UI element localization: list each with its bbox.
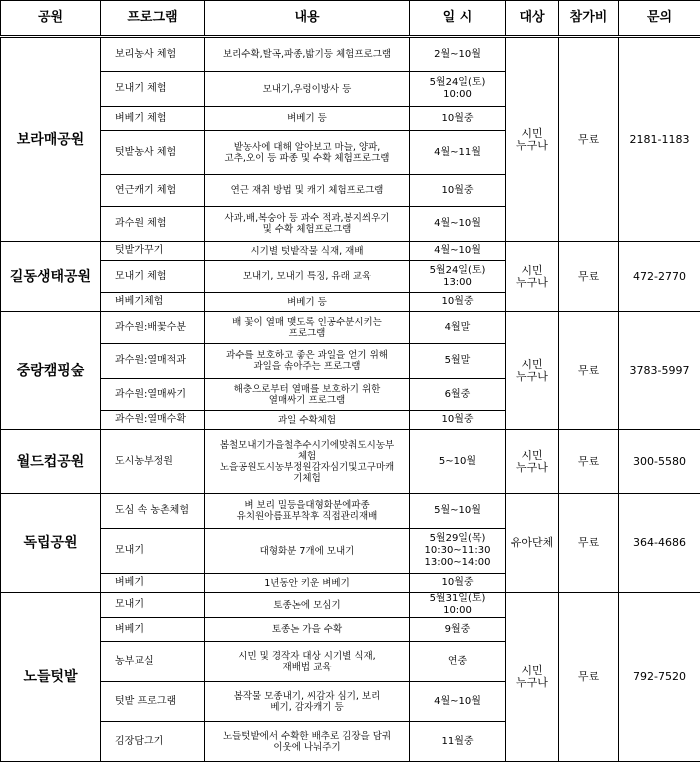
program-date: 5월말	[410, 344, 506, 379]
program-date: 5월29일(목) 10:30~11:30 13:00~14:00	[410, 529, 506, 574]
program-date: 5월24일(토) 10:00	[410, 72, 506, 107]
program-date: 5~10월	[410, 430, 506, 494]
table-row	[1, 242, 700, 261]
program-date: 4월~10월	[410, 207, 506, 242]
program-name: 벼베기	[101, 574, 205, 593]
program-content: 토종논에 모심기	[205, 593, 410, 618]
program-content: 봄작물 모종내기, 씨감자 심기, 보리 베기, 감자캐기 등	[205, 682, 410, 722]
program-date: 4월~10월	[410, 682, 506, 722]
program-date: 10월중	[410, 574, 506, 593]
program-name: 김장담그기	[101, 722, 205, 762]
program-date: 5월24일(토) 13:00	[410, 261, 506, 293]
program-content: 보리수확,탈곡,파종,밟기등 체험프로그램	[205, 37, 410, 72]
table-row	[1, 593, 700, 618]
program-name: 텃밭 프로그램	[101, 682, 205, 722]
park-name: 독립공원	[1, 494, 101, 593]
contact-phone: 364-4686	[619, 494, 700, 593]
program-name: 벼베기	[101, 618, 205, 642]
target-audience: 시민 누구나	[506, 242, 559, 312]
program-content: 벼 보리 밀등을대형화분에파종 유치원아름표부착후 직접관리재배	[205, 494, 410, 529]
program-content: 벼베기 등	[205, 293, 410, 312]
program-name: 보리농사 체험	[101, 37, 205, 72]
header-park: 공원	[1, 1, 101, 37]
program-date: 10월중	[410, 411, 506, 430]
program-content: 밭농사에 대해 알아보고 마늘, 양파, 고추,오이 등 파종 및 수확 체험프로그램	[205, 131, 410, 175]
target-audience: 시민 누구나	[506, 312, 559, 430]
table-row	[1, 312, 700, 344]
park-name: 보라매공원	[1, 37, 101, 242]
header-fee: 참가비	[559, 1, 619, 37]
program-content: 1년동안 키운 벼베기	[205, 574, 410, 593]
program-date: 6월중	[410, 379, 506, 411]
program-name: 벼베기 체험	[101, 107, 205, 131]
program-date: 4월말	[410, 312, 506, 344]
program-content: 연근 재취 방법 및 캐기 체험프로그램	[205, 175, 410, 207]
program-name: 과수원:배꽃수분	[101, 312, 205, 344]
target-audience: 유아단체	[506, 494, 559, 593]
target-audience: 시민 누구나	[506, 593, 559, 762]
program-name: 과수원:열매수확	[101, 411, 205, 430]
header-date: 일 시	[410, 1, 506, 37]
program-date: 10월중	[410, 293, 506, 312]
target-audience: 시민 누구나	[506, 37, 559, 242]
program-content: 시민 및 경작자 대상 시기별 식재, 재배법 교육	[205, 642, 410, 682]
program-name: 텃밭가꾸기	[101, 242, 205, 261]
program-content: 과일 수확체험	[205, 411, 410, 430]
program-date: 4월~10월	[410, 242, 506, 261]
program-name: 도시농부정원	[101, 430, 205, 494]
fee: 무료	[559, 593, 619, 762]
fee: 무료	[559, 37, 619, 242]
fee: 무료	[559, 312, 619, 430]
program-content: 모내기, 모내기 특징, 유래 교육	[205, 261, 410, 293]
program-content: 모내기,우렁이방사 등	[205, 72, 410, 107]
park-name: 길동생태공원	[1, 242, 101, 312]
table-row	[1, 37, 700, 72]
header-target: 대상	[506, 1, 559, 37]
program-date: 4월~11월	[410, 131, 506, 175]
program-content: 해충으로부터 열매를 보호하기 위한 열매싸기 프로그램	[205, 379, 410, 411]
park-name: 노들텃밭	[1, 593, 101, 762]
header-row	[1, 1, 700, 37]
fee: 무료	[559, 494, 619, 593]
program-name: 연근캐기 체험	[101, 175, 205, 207]
park-name: 중랑캠핑숲	[1, 312, 101, 430]
program-name: 모내기 체험	[101, 261, 205, 293]
contact-phone: 3783-5997	[619, 312, 700, 430]
program-name: 도심 속 농촌체험	[101, 494, 205, 529]
program-date: 5월~10월	[410, 494, 506, 529]
program-date: 11월중	[410, 722, 506, 762]
table-row	[1, 494, 700, 529]
contact-phone: 300-5580	[619, 430, 700, 494]
contact-phone: 792-7520	[619, 593, 700, 762]
program-date: 5월31일(토) 10:00	[410, 593, 506, 618]
program-name: 모내기	[101, 593, 205, 618]
program-date: 연중	[410, 642, 506, 682]
fee: 무료	[559, 430, 619, 494]
park-name: 월드컵공원	[1, 430, 101, 494]
program-content: 봄철모내기가을철추수시기에맞춰도시농부 체험 노을공원도시농부정원감자심기및고구마캐 기체험	[205, 430, 410, 494]
program-date: 10월중	[410, 175, 506, 207]
header-contact: 문의	[619, 1, 700, 37]
table-row	[1, 430, 700, 494]
program-name: 과수원:열매싸기	[101, 379, 205, 411]
program-content: 배 꽃이 열매 맺도록 인공수분시키는 프로그램	[205, 312, 410, 344]
target-audience: 시민 누구나	[506, 430, 559, 494]
program-date: 2월~10월	[410, 37, 506, 72]
fee: 무료	[559, 242, 619, 312]
program-name: 과수원:열매적과	[101, 344, 205, 379]
program-content: 토종논 가을 수확	[205, 618, 410, 642]
program-name: 텃밭농사 체험	[101, 131, 205, 175]
program-content: 벼베기 등	[205, 107, 410, 131]
contact-phone: 2181-1183	[619, 37, 700, 242]
program-date: 9월중	[410, 618, 506, 642]
program-name: 모내기 체험	[101, 72, 205, 107]
program-date: 10월중	[410, 107, 506, 131]
program-name: 모내기	[101, 529, 205, 574]
header-program: 프로그램	[101, 1, 205, 37]
program-content: 과수를 보호하고 좋은 과일을 얻기 위해 과일을 솎아주는 프로그램	[205, 344, 410, 379]
program-content: 사과,배,복숭아 등 과수 적과,봉지씌우기 및 수확 체험프로그램	[205, 207, 410, 242]
program-name: 과수원 체험	[101, 207, 205, 242]
program-content: 대형화분 7개에 모내기	[205, 529, 410, 574]
program-content: 노들텃밭에서 수확한 배추로 김장을 담궈 이웃에 나눠주기	[205, 722, 410, 762]
header-content: 내용	[205, 1, 410, 37]
contact-phone: 472-2770	[619, 242, 700, 312]
program-name: 농부교실	[101, 642, 205, 682]
program-content: 시기별 텃밭작물 식재, 재배	[205, 242, 410, 261]
program-name: 벼베기체험	[101, 293, 205, 312]
